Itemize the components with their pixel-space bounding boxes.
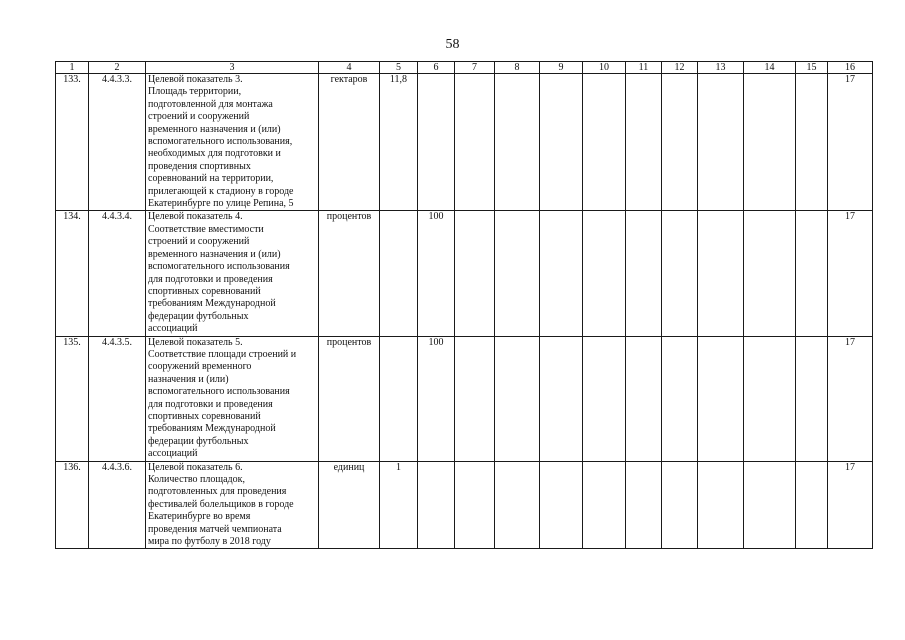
row-unit: единиц — [319, 461, 380, 549]
column-header-9: 9 — [540, 62, 583, 74]
empty-cell — [540, 74, 583, 211]
column-header-13: 13 — [698, 62, 744, 74]
empty-cell — [662, 461, 698, 549]
empty-cell — [698, 461, 744, 549]
column-header-11: 11 — [626, 62, 662, 74]
empty-cell — [626, 461, 662, 549]
empty-cell — [583, 211, 626, 336]
row-code: 4.4.3.5. — [89, 336, 146, 461]
empty-cell — [662, 74, 698, 211]
empty-cell — [540, 211, 583, 336]
empty-cell — [698, 336, 744, 461]
empty-cell — [495, 74, 540, 211]
row-value-col5 — [380, 211, 418, 336]
column-header-1: 1 — [56, 62, 89, 74]
empty-cell — [744, 74, 796, 211]
row-code: 4.4.3.3. — [89, 74, 146, 211]
row-description: Целевой показатель 5. Соответствие площади строений и сооружений временного назначения и (или) вспомогательного использования для подготовки и проведения спортивных соревнований требованиям Международной федерации футбольных ассоциаций — [146, 336, 319, 461]
page-number: 58 — [445, 37, 460, 52]
column-header-3: 3 — [146, 62, 319, 74]
empty-cell — [495, 336, 540, 461]
empty-cell — [796, 211, 828, 336]
table-row — [56, 211, 873, 336]
empty-cell — [495, 211, 540, 336]
empty-cell — [698, 211, 744, 336]
empty-cell — [626, 336, 662, 461]
row-number: 134. — [56, 211, 89, 336]
column-header-6: 6 — [418, 62, 455, 74]
row-code: 4.4.3.6. — [89, 461, 146, 549]
empty-cell — [698, 74, 744, 211]
table-row — [56, 74, 873, 211]
row-number: 133. — [56, 74, 89, 211]
row-value-col6 — [418, 74, 455, 211]
column-header-10: 10 — [583, 62, 626, 74]
empty-cell — [583, 74, 626, 211]
row-description: Целевой показатель 4. Соответствие вместимости строений и сооружений временного назначения и (или) вспомогательного использования для подготовки и проведения спортивных соревнований требованиям Международной федерации футбольных ассоциаций — [146, 211, 319, 336]
column-header-14: 14 — [744, 62, 796, 74]
empty-cell — [495, 461, 540, 549]
empty-cell — [455, 336, 495, 461]
row-value-col6 — [418, 461, 455, 549]
column-header-8: 8 — [495, 62, 540, 74]
empty-cell — [662, 336, 698, 461]
column-header-15: 15 — [796, 62, 828, 74]
row-value-col16: 17 — [828, 336, 873, 461]
header-row — [56, 62, 873, 74]
empty-cell — [540, 336, 583, 461]
row-value-col5: 1 — [380, 461, 418, 549]
empty-cell — [540, 461, 583, 549]
row-value-col16: 17 — [828, 461, 873, 549]
empty-cell — [455, 74, 495, 211]
empty-cell — [455, 211, 495, 336]
empty-cell — [455, 461, 495, 549]
row-unit: процентов — [319, 336, 380, 461]
row-description: Целевой показатель 6. Количество площадок, подготовленных для проведения фестивалей болельщиков в городе Екатеринбурге во время проведения матчей чемпионата мира по футболу в 2018 году — [146, 461, 319, 549]
column-header-7: 7 — [455, 62, 495, 74]
empty-cell — [744, 461, 796, 549]
column-header-12: 12 — [662, 62, 698, 74]
row-number: 135. — [56, 336, 89, 461]
row-number: 136. — [56, 461, 89, 549]
empty-cell — [796, 461, 828, 549]
row-value-col5: 11,8 — [380, 74, 418, 211]
indicators-table — [55, 61, 873, 549]
empty-cell — [744, 211, 796, 336]
row-unit: процентов — [319, 211, 380, 336]
empty-cell — [583, 461, 626, 549]
table-row — [56, 336, 873, 461]
table-row — [56, 461, 873, 549]
row-value-col16: 17 — [828, 74, 873, 211]
row-code: 4.4.3.4. — [89, 211, 146, 336]
empty-cell — [626, 211, 662, 336]
column-header-5: 5 — [380, 62, 418, 74]
row-value-col16: 17 — [828, 211, 873, 336]
column-header-16: 16 — [828, 62, 873, 74]
row-unit: гектаров — [319, 74, 380, 211]
column-header-4: 4 — [319, 62, 380, 74]
row-value-col6: 100 — [418, 211, 455, 336]
row-value-col6: 100 — [418, 336, 455, 461]
empty-cell — [744, 336, 796, 461]
empty-cell — [796, 336, 828, 461]
empty-cell — [583, 336, 626, 461]
empty-cell — [662, 211, 698, 336]
row-description: Целевой показатель 3. Площадь территории, подготовленной для монтажа строений и сооружений временного назначения и (или) вспомогательного использования, необходимых для подготовки и проведения спортивных соревнований на территории, прилегающей к стадиону в городе Екатеринбурге по улице Репина, 5 — [146, 74, 319, 211]
column-header-2: 2 — [89, 62, 146, 74]
empty-cell — [796, 74, 828, 211]
empty-cell — [626, 74, 662, 211]
row-value-col5 — [380, 336, 418, 461]
